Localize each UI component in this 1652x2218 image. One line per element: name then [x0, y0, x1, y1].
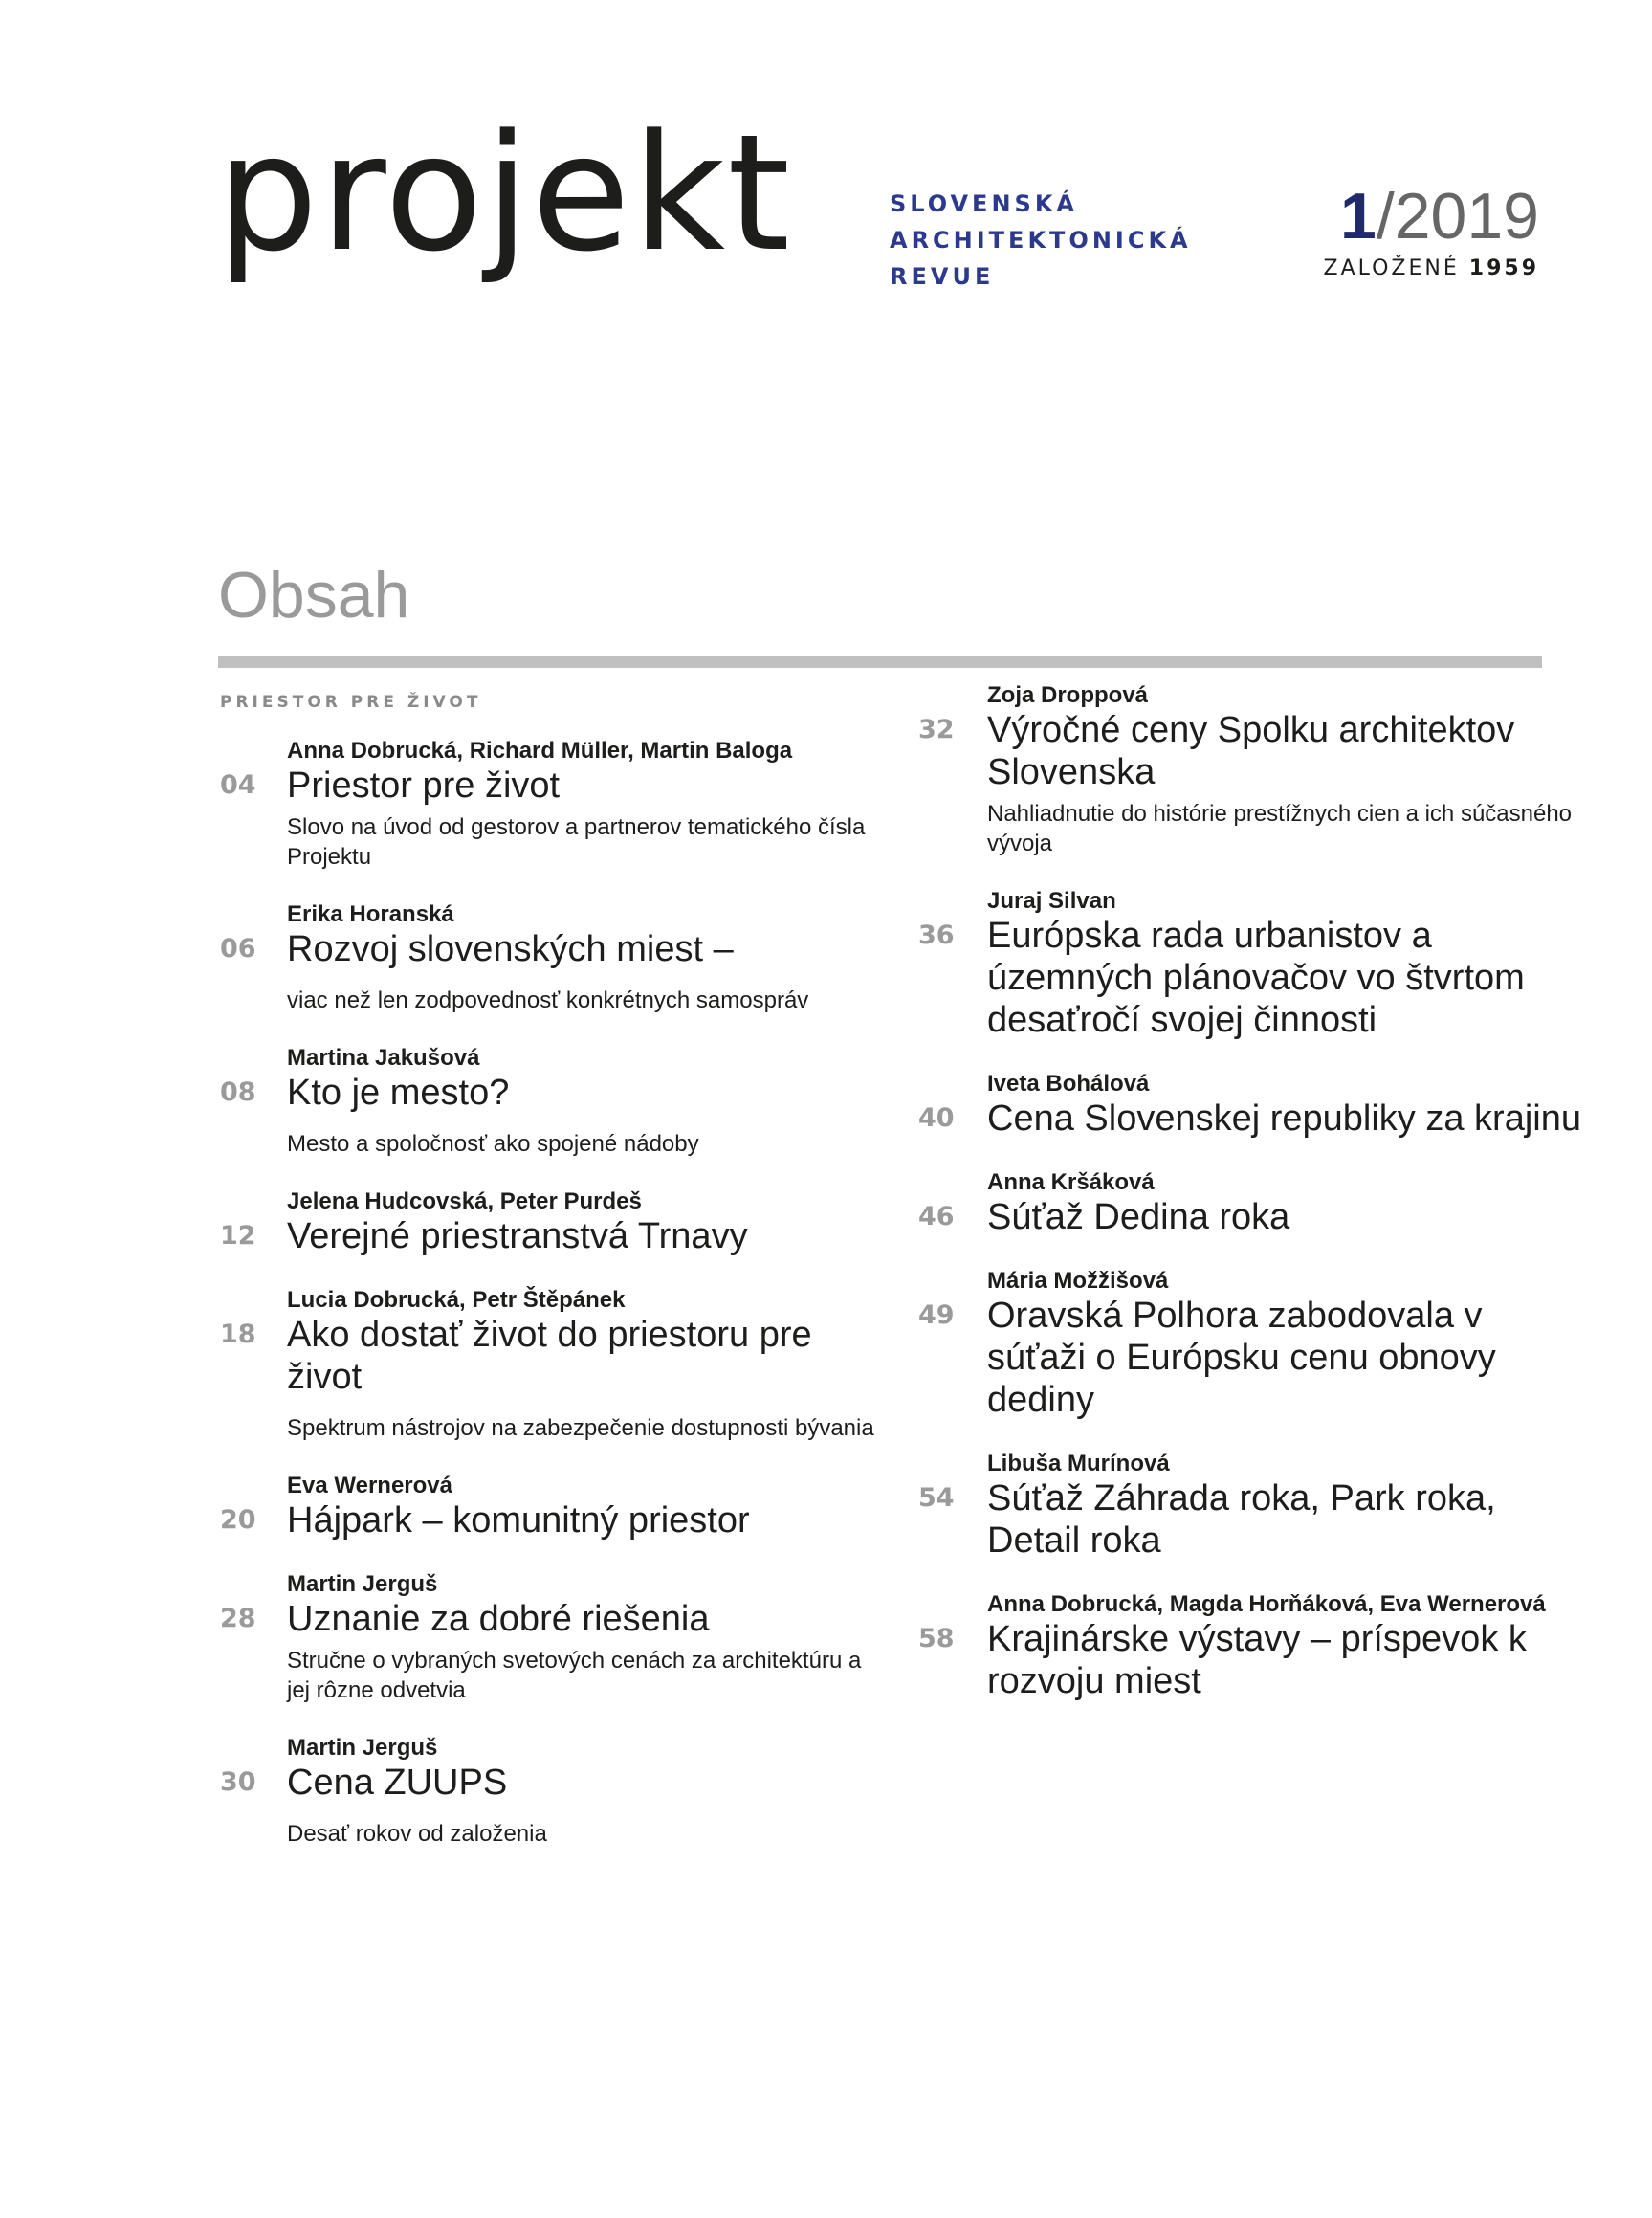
right-entries-list [916, 681, 1586, 1702]
entry-authors: Iveta Bohálová [987, 1071, 1150, 1097]
entry-title[interactable]: Uznanie za dobré riešenia [287, 1599, 710, 1639]
entry-description: viac než len zodpovednosť konkrétnych samospráv [287, 987, 809, 1013]
entry-authors: Anna Dobrucká, Magda Horňáková, Eva Wernerová [987, 1591, 1546, 1617]
entry-authors: Martin Jerguš [287, 1735, 438, 1761]
entry-page-number: 54 [918, 1483, 955, 1513]
entry-title-row [918, 1098, 1586, 1140]
entry-title-row [220, 1072, 888, 1114]
entry-authors: Martina Jakušová [287, 1045, 480, 1071]
subtitle-line: ARCHITEKTONICKÁ [890, 227, 1192, 254]
founded-year: 1959 [1468, 256, 1539, 280]
entry-title-row [918, 709, 1586, 793]
entry-authors: Eva Wernerová [287, 1473, 452, 1498]
entry-description: Nahliadnutie do histórie prestížnych cien a ich súčasného vývoja [987, 801, 1573, 856]
toc-entry[interactable] [218, 1570, 888, 1705]
entry-title[interactable]: Rozvoj slovenských miest – [287, 929, 734, 969]
entry-title[interactable]: Cena Slovenskej republiky za krajinu [987, 1098, 1581, 1139]
entry-title[interactable]: Priestor pre život [287, 765, 561, 806]
entry-page-number: 06 [220, 934, 256, 964]
founded-label: ZALOŽENÉ [1323, 256, 1460, 280]
section-label: PRIESTOR PRE ŽIVOT [220, 693, 482, 712]
entry-page-number: 08 [220, 1077, 256, 1107]
entry-description: Stručne o vybraných svetových cenách za architektúru a jej rôzne odvetvia [287, 1648, 862, 1703]
entry-title-row [918, 1196, 1586, 1238]
issue-info [1324, 180, 1539, 280]
entry-page-number: 30 [220, 1767, 256, 1797]
entry-title[interactable]: Súťaž Dedina roka [987, 1197, 1290, 1237]
entry-authors: Lucia Dobrucká, Petr Štěpánek [287, 1287, 626, 1313]
entry-authors: Anna Dobrucká, Richard Müller, Martin Baloga [287, 738, 793, 764]
entry-title-row [918, 1295, 1586, 1421]
toc-entry[interactable] [916, 1590, 1586, 1702]
entry-authors: Erika Horanská [287, 901, 454, 927]
entry-title[interactable]: Oravská Polhora zabodovala v súťaži o Európsku cenu obnovy dediny [987, 1296, 1496, 1420]
entry-description: Desať rokov od založenia [287, 1821, 547, 1847]
entry-title-row [220, 1499, 888, 1542]
entry-title[interactable]: Súťaž Záhrada roka, Park roka, Detail roka [987, 1478, 1496, 1561]
entry-page-number: 20 [220, 1505, 256, 1535]
left-entries-list [218, 737, 888, 1849]
toc-entry[interactable] [916, 887, 1586, 1041]
entry-title[interactable]: Verejné priestranstvá Trnavy [287, 1216, 748, 1256]
toc-entry[interactable] [218, 1187, 888, 1257]
entry-title-row [918, 1477, 1586, 1562]
issue-line [1324, 180, 1539, 253]
entry-title[interactable]: Hájpark – komunitný priestor [287, 1500, 750, 1541]
entry-description: Spektrum nástrojov na zabezpečenie dostupnosti bývania [287, 1415, 874, 1441]
toc-entry[interactable] [916, 1070, 1586, 1140]
entry-page-number: 46 [918, 1202, 955, 1231]
magazine-logo: projekt [216, 100, 792, 287]
toc-entry[interactable] [916, 1267, 1586, 1421]
entry-page-number: 36 [918, 920, 955, 950]
entry-title-row [220, 1215, 888, 1257]
entry-title-row [220, 1762, 888, 1804]
toc-heading: Obsah [218, 559, 410, 632]
entry-page-number: 28 [220, 1604, 256, 1633]
toc-entry[interactable] [916, 681, 1586, 858]
entry-authors: Anna Kršáková [987, 1169, 1155, 1195]
entry-page-number: 58 [918, 1624, 955, 1653]
toc-entry[interactable] [218, 737, 888, 872]
toc-right-column [916, 682, 1586, 1731]
subtitle-line: SLOVENSKÁ [890, 190, 1078, 217]
toc-entry[interactable] [218, 1044, 888, 1159]
entry-title-row [220, 1598, 888, 1640]
entry-title-row [220, 1314, 888, 1398]
entry-title-row [220, 765, 888, 807]
entry-authors: Zoja Droppová [987, 682, 1149, 708]
entry-authors: Martin Jerguš [287, 1571, 438, 1597]
entry-title[interactable]: Európska rada urbanistov a územných plánovačov vo štvrtom desaťročí svojej činnosti [987, 916, 1525, 1040]
toc-entry[interactable] [916, 1450, 1586, 1562]
entry-page-number: 04 [220, 770, 256, 800]
subtitle-line: REVUE [890, 263, 995, 290]
entry-page-number: 12 [220, 1221, 256, 1251]
entry-authors: Mária Možžišová [987, 1268, 1169, 1294]
entry-page-number: 49 [918, 1300, 955, 1330]
entry-title[interactable]: Výročné ceny Spolku architektov Slovenska [987, 710, 1515, 792]
toc-entry[interactable] [218, 1286, 888, 1443]
entry-page-number: 32 [918, 715, 955, 744]
entry-title-row [918, 915, 1586, 1041]
issue-year: /2019 [1376, 180, 1539, 253]
issue-number: 1 [1340, 180, 1377, 253]
toc-entry[interactable] [218, 1472, 888, 1542]
entry-page-number: 40 [918, 1103, 955, 1133]
entry-title[interactable]: Kto je mesto? [287, 1073, 510, 1113]
entry-title[interactable]: Ako dostať život do priestoru pre život [287, 1315, 812, 1397]
heading-divider [218, 656, 1542, 668]
entry-description: Mesto a spoločnosť ako spojené nádoby [287, 1131, 699, 1157]
toc-entry[interactable] [218, 900, 888, 1015]
entry-authors: Jelena Hudcovská, Peter Purdeš [287, 1188, 642, 1214]
entry-title-row [220, 928, 888, 970]
toc-entry[interactable] [916, 1168, 1586, 1238]
entry-authors: Libuša Murínová [987, 1451, 1170, 1476]
founded-line [1324, 256, 1539, 280]
entry-title[interactable]: Cena ZUUPS [287, 1763, 508, 1803]
entry-description: Slovo na úvod od gestorov a partnerov tematického čísla Projektu [287, 814, 866, 870]
entry-title-row [918, 1618, 1586, 1702]
entry-title[interactable]: Krajinárske výstavy – príspevok k rozvoju miest [987, 1619, 1527, 1701]
toc-left-column [218, 693, 888, 1877]
entry-page-number: 18 [220, 1320, 256, 1349]
magazine-subtitle [890, 186, 1192, 295]
toc-entry[interactable] [218, 1734, 888, 1849]
entry-authors: Juraj Silvan [987, 888, 1116, 914]
